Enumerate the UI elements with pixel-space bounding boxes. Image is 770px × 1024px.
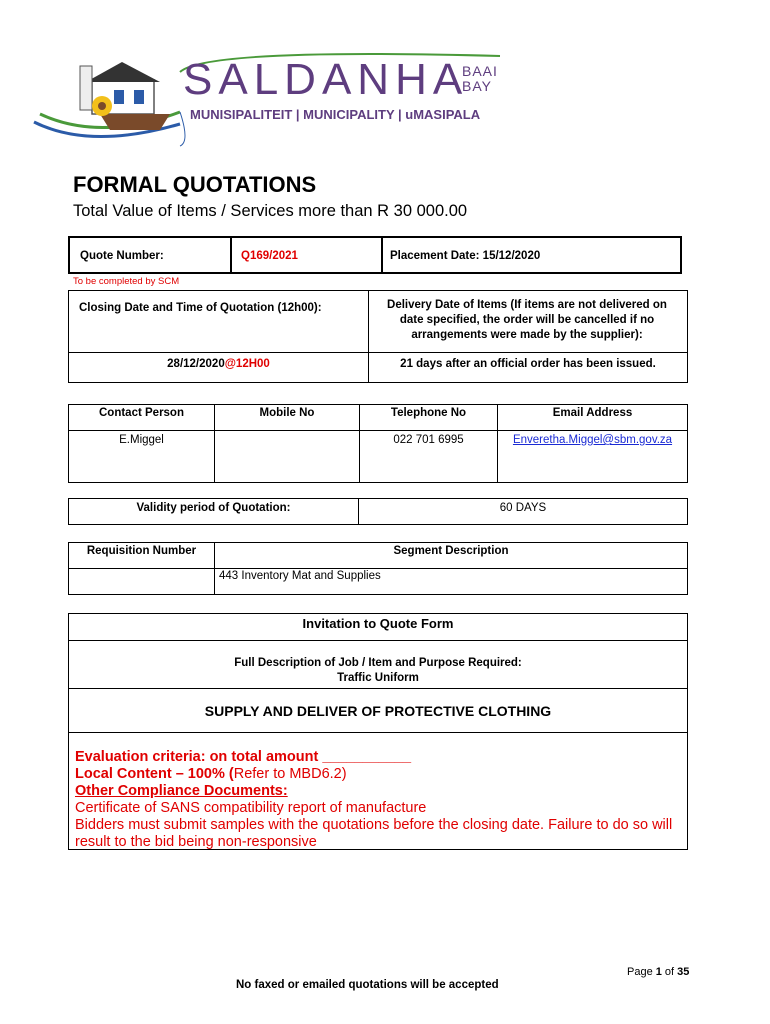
certificate-line: Certificate of SANS compatibility report of manufacture <box>75 800 427 816</box>
quote-table <box>68 236 682 274</box>
requisition-number-value <box>69 569 215 595</box>
footer-note: No faxed or emailed quotations will be accepted <box>236 979 499 991</box>
local-content-line: Local Content – 100% (Refer to MBD6.2) <box>75 766 347 782</box>
segment-description-value: 443 Inventory Mat and Supplies <box>215 569 688 595</box>
telephone-header: Telephone No <box>360 405 498 431</box>
logo-name: SALDANHA <box>183 55 469 104</box>
logo-tagline: MUNISIPALITEIT | MUNICIPALITY | uMASIPALA <box>190 107 481 122</box>
house-roof <box>86 62 160 82</box>
mobile-header: Mobile No <box>215 405 360 431</box>
page-subtitle: Total Value of Items / Services more than R 30 000.00 <box>73 202 468 220</box>
email-header: Email Address <box>498 405 688 431</box>
segment-description-label: Segment Description <box>215 543 688 569</box>
contact-table <box>68 404 688 483</box>
placement-date: Placement Date: 15/12/2020 <box>382 237 681 273</box>
closing-date-value: 28/12/2020@12H00 <box>69 353 369 383</box>
evaluation-criteria-line: Evaluation criteria: on total amount ___________ <box>75 749 412 765</box>
closing-date-label: Closing Date and Time of Quotation (12h00): <box>69 291 369 353</box>
quote-number-value: Q169/2021 <box>231 237 382 273</box>
page-title: FORMAL QUOTATIONS <box>73 172 317 197</box>
lighthouse <box>80 66 92 110</box>
delivery-date-value: 21 days after an official order has been issued. <box>369 353 688 383</box>
compliance-heading: Other Compliance Documents: <box>75 783 288 799</box>
logo-name-suffix: BAAI BAY <box>462 63 498 94</box>
job-description: Full Description of Job / Item and Purpose Required: Traffic Uniform <box>69 641 688 689</box>
validity-label: Validity period of Quotation: <box>69 499 359 525</box>
validity-table <box>68 498 688 525</box>
page-number: Page 1 of 35 <box>627 966 690 978</box>
house-window <box>134 90 144 104</box>
email-address[interactable]: Enveretha.Miggel@sbm.gov.za <box>498 431 688 483</box>
mobile-number <box>215 431 360 483</box>
contact-person: E.Miggel <box>69 431 215 483</box>
invitation-title: Invitation to Quote Form <box>69 614 688 641</box>
validity-value: 60 DAYS <box>359 499 688 525</box>
contact-person-header: Contact Person <box>69 405 215 431</box>
requisition-table <box>68 542 688 595</box>
samples-line: Bidders must submit samples with the quotations before the closing date. Failure to do so will result to the bid being non-responsive <box>75 817 673 850</box>
evaluation-criteria <box>75 749 685 851</box>
telephone-number: 022 701 6995 <box>360 431 498 483</box>
scm-note: To be completed by SCM <box>73 276 180 287</box>
boat <box>100 114 170 130</box>
dates-table <box>68 290 688 383</box>
requisition-number-label: Requisition Number <box>69 543 215 569</box>
house-window <box>114 90 124 104</box>
quote-number-label: Quote Number: <box>69 237 231 273</box>
supply-description: SUPPLY AND DELIVER OF PROTECTIVE CLOTHING <box>69 689 688 733</box>
delivery-date-label: Delivery Date of Items (If items are not delivered on date specified, the order will be cancelled if no arrangements were made by the supplier): <box>369 291 688 353</box>
